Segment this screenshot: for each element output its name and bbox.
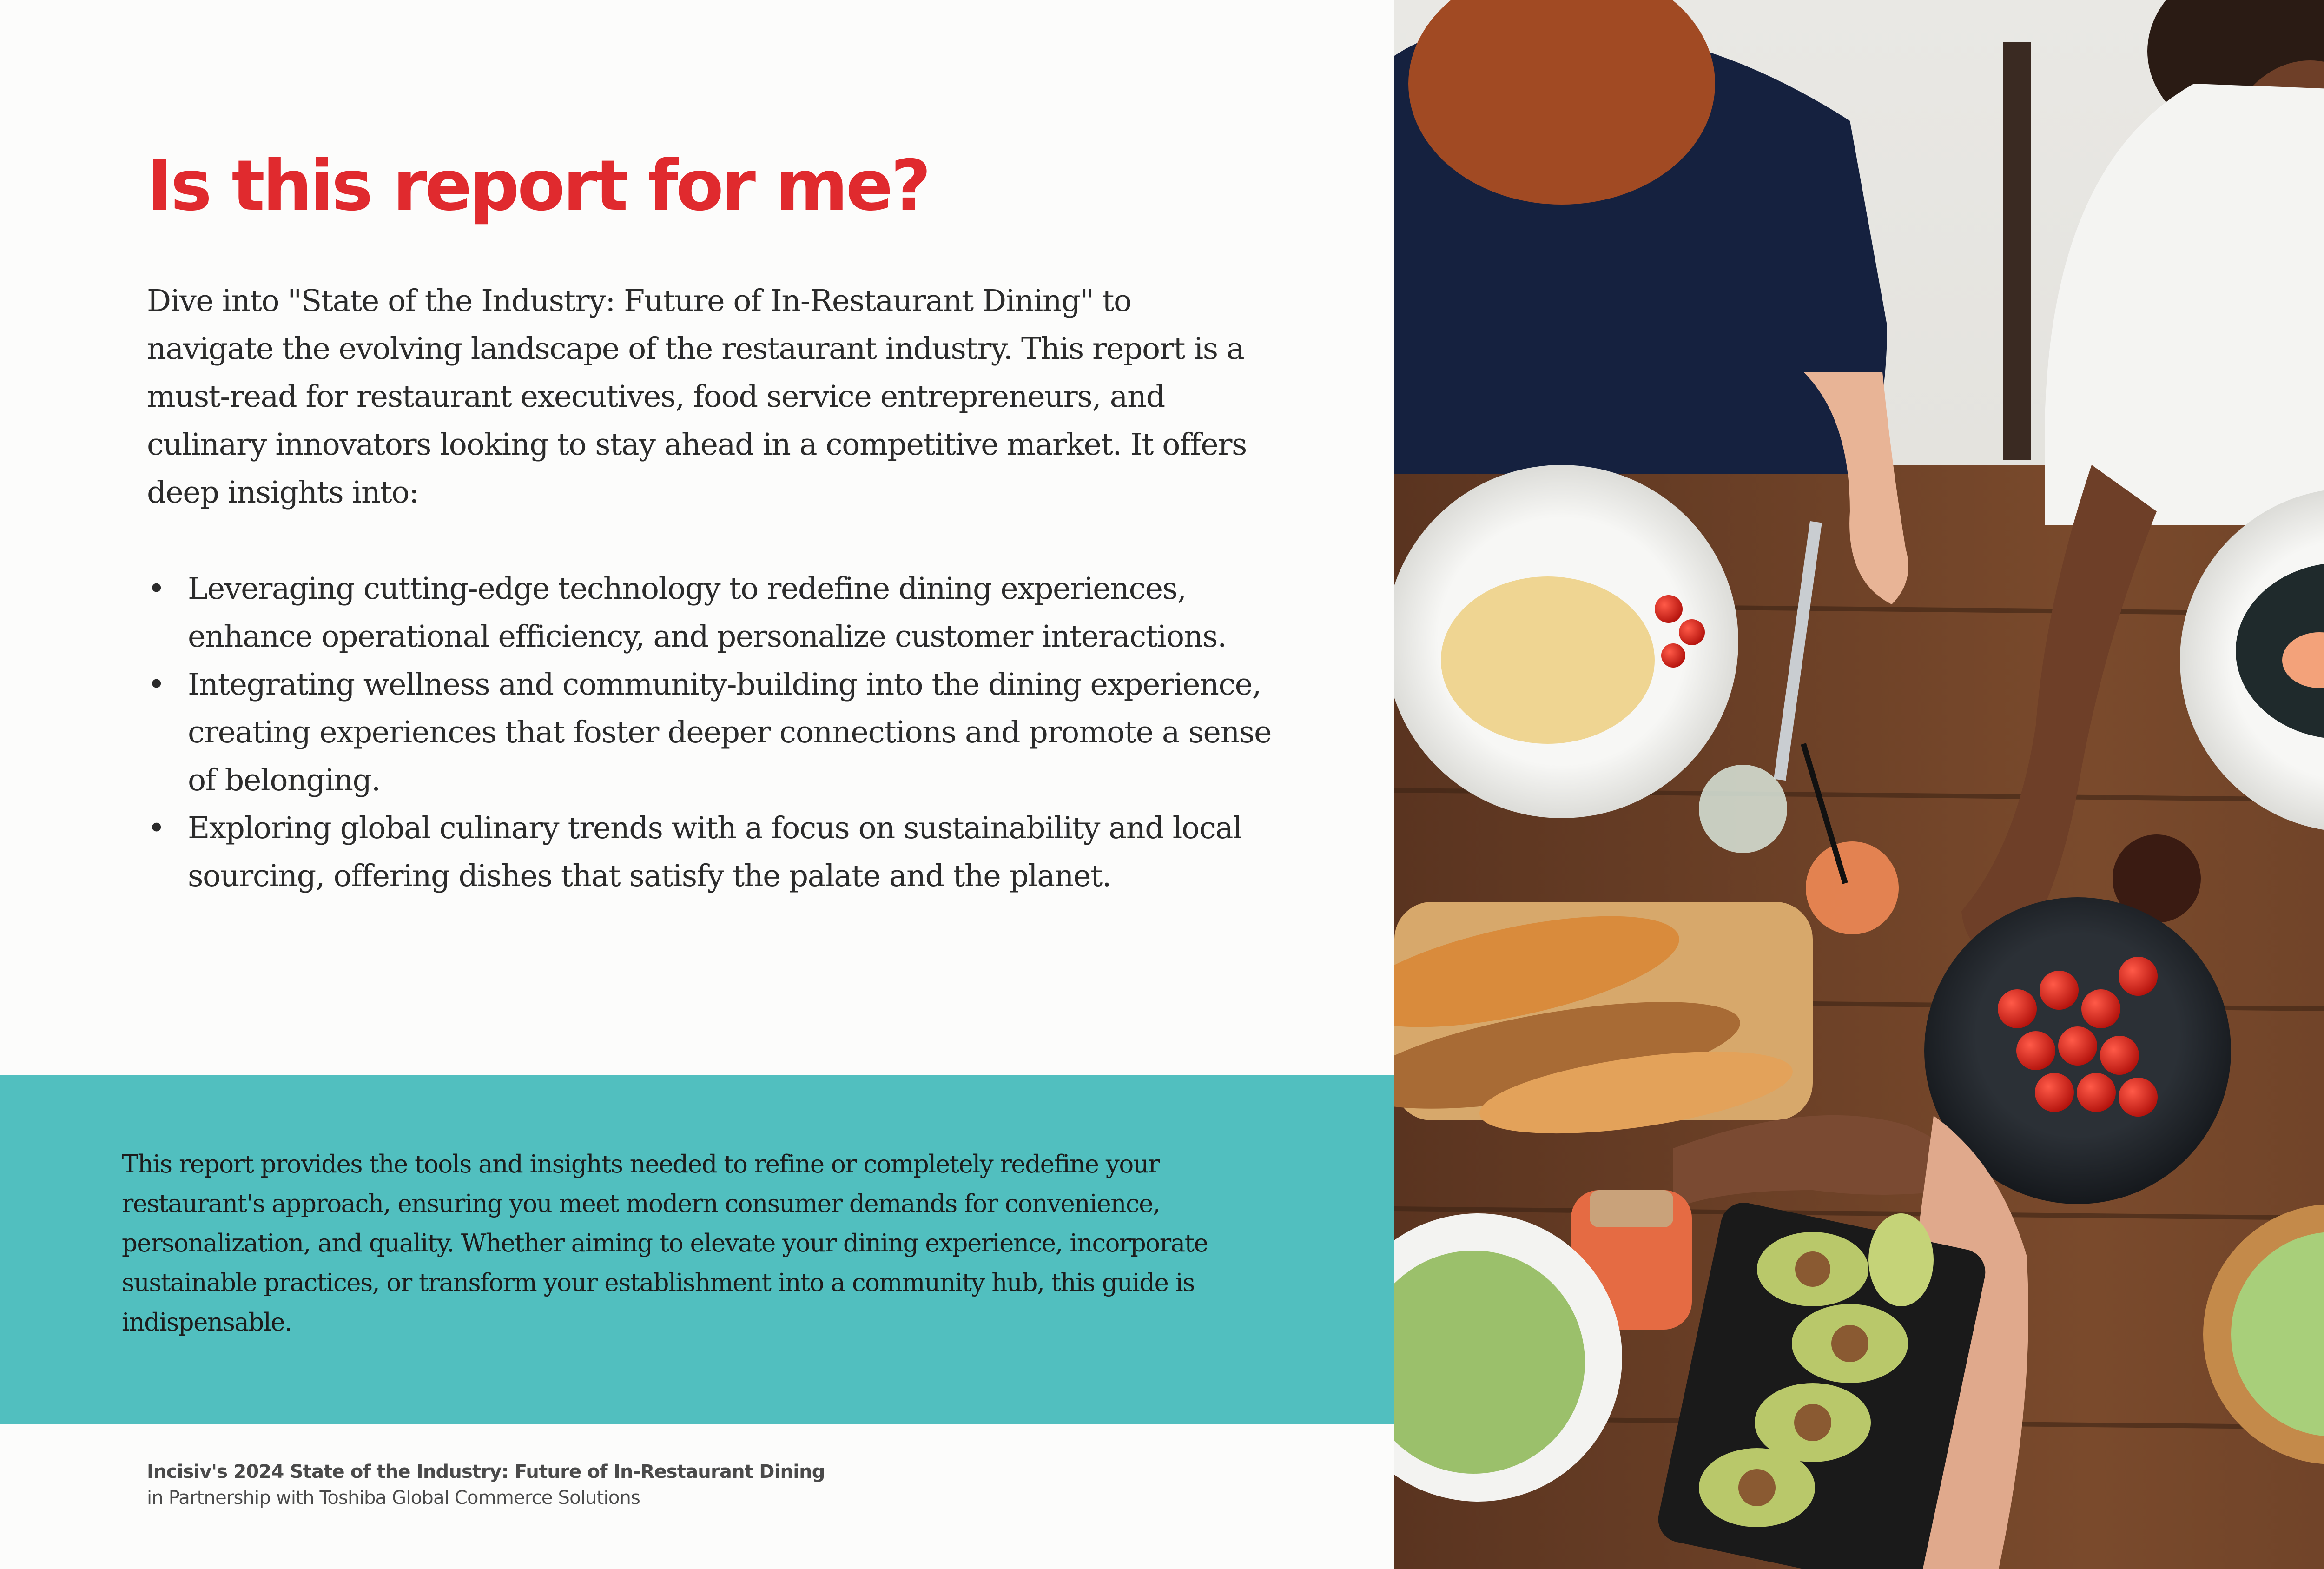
water-glass: [1699, 765, 1787, 853]
list-item-text: Integrating wellness and community-building into the dining experience, creating experiences that foster deeper connections and promote a sense of belonging.: [188, 667, 1272, 798]
footer: [147, 1459, 825, 1511]
list-item: [147, 804, 1281, 900]
dining-photo: [1394, 0, 2324, 1569]
list-item-text: Leveraging cutting-edge technology to redefine dining experiences, enhance operational efficiency, and personalize customer interactions.: [188, 571, 1227, 654]
bottle-cork: [1590, 1190, 1673, 1227]
tomato-garnish: [1655, 595, 1683, 623]
juice-glass: [1806, 841, 1899, 934]
insights-list: [147, 565, 1281, 900]
list-item: [147, 661, 1281, 804]
footer-subtitle: in Partnership with Toshiba Global Commerce Solutions: [147, 1487, 640, 1509]
bullet-icon: •: [147, 811, 165, 846]
tomato-garnish: [1661, 643, 1685, 668]
callout-text: This report provides the tools and insights needed to refine or completely redefine your restaurant's approach, ensuring you meet modern consumer demands for convenience, personalization, and quality. Whether aiming to elevate your dining experience, incorporate sustainable practices, or transform your establishment into a community hub, this guide is indispensable.: [122, 1150, 1208, 1337]
bullet-icon: •: [147, 667, 165, 702]
footer-title: Incisiv's 2024 State of the Industry: Future of In-Restaurant Dining: [147, 1461, 825, 1483]
list-item-text: Exploring global culinary trends with a focus on sustainability and local sourcing, offering dishes that satisfy the palate and the planet.: [188, 811, 1242, 894]
callout-box: [0, 1075, 1394, 1424]
list-item: [147, 565, 1281, 661]
page-title: Is this report for me?: [147, 146, 929, 226]
bullet-icon: •: [147, 571, 165, 606]
pasta: [1441, 576, 1655, 744]
chair-left: [2003, 42, 2031, 460]
tomato-garnish: [1679, 619, 1705, 645]
intro-paragraph: Dive into "State of the Industry: Future of In-Restaurant Dining" to navigate the evolving landscape of the restaurant industry. This report is a must-read for restaurant executives, food service entrepreneurs, and culinary innovators looking to stay ahead in a competitive market. It offers deep insights into:: [147, 284, 1247, 510]
